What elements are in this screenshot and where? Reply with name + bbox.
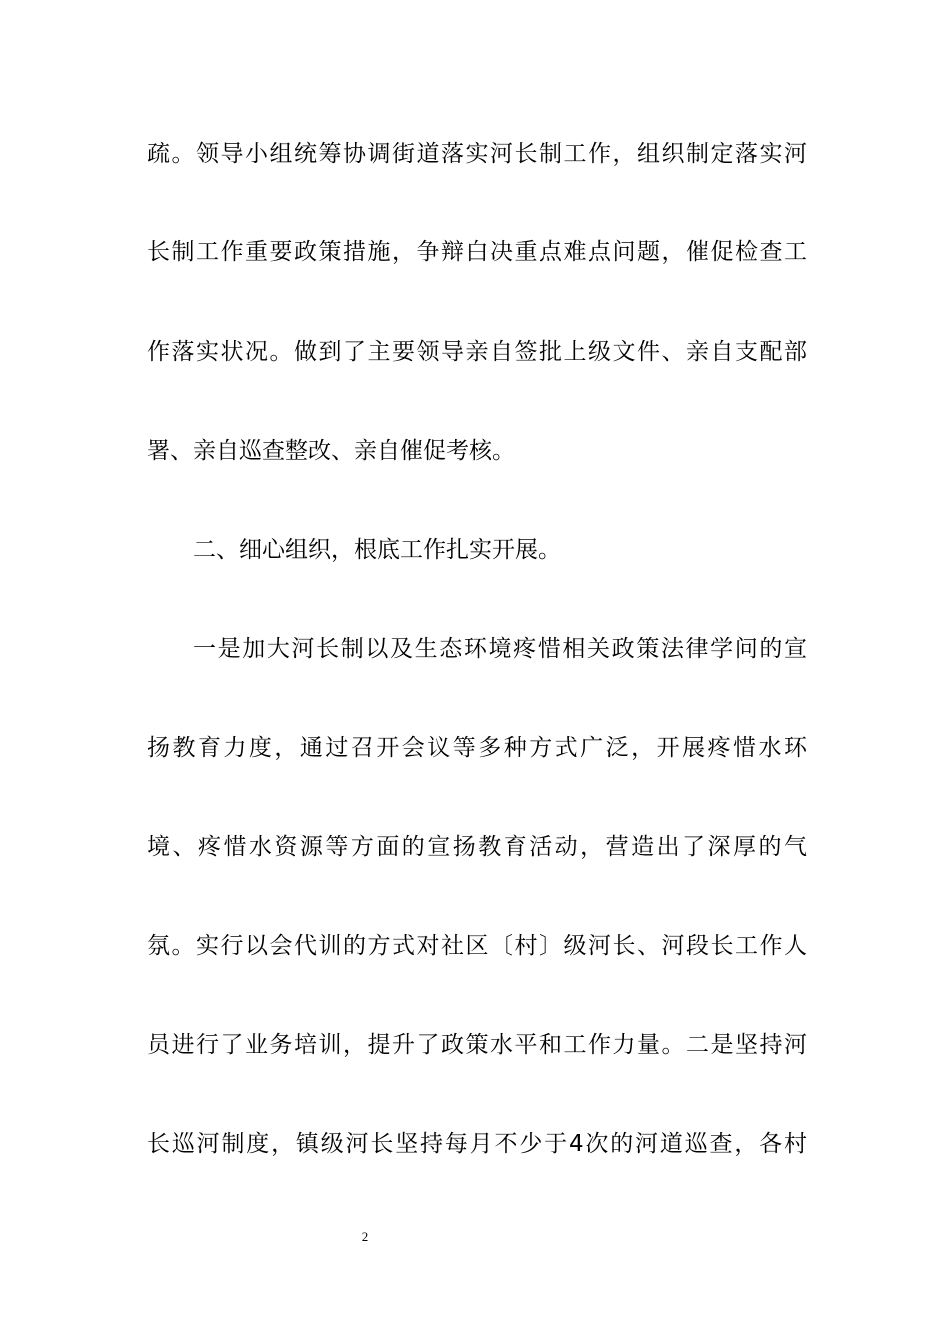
body-line-10: 员进行了业务培训，提升了政策水平和工作力量。二是坚持河 xyxy=(147,1032,807,1058)
body-line-9: 氛。实行以会代训的方式对社区〔村〕级河长、河段长工作人 xyxy=(147,933,807,959)
body-line-8: 境、疼惜水资源等方面的宣扬教育活动，营造出了深厚的气 xyxy=(147,834,807,860)
body-line-11: 长巡河制度，镇级河长坚持每月不少于4次的河道巡查，各村 xyxy=(147,1131,807,1157)
page-number: 2 xyxy=(361,1229,369,1244)
body-line-1: 疏。领导小组统筹协调街道落实河长制工作，组织制定落实河 xyxy=(147,141,807,167)
body-line-2: 长制工作重要政策措施，争辩白决重点难点问题，催促检查工 xyxy=(147,239,807,265)
body-line-3: 作落实状况。做到了主要领导亲自签批上级文件、亲自支配部 xyxy=(147,339,807,365)
body-line-6: 一是加大河长制以及生态环境疼惜相关政策法律学问的宣 xyxy=(193,636,807,662)
body-line-7: 扬教育力度，通过召开会议等多种方式广泛，开展疼惜水环 xyxy=(147,735,807,761)
body-line-4: 署、亲自巡查整改、亲自催促考核。 xyxy=(147,438,515,464)
section-heading: 二、细心组织，根底工作扎实开展。 xyxy=(193,537,561,563)
